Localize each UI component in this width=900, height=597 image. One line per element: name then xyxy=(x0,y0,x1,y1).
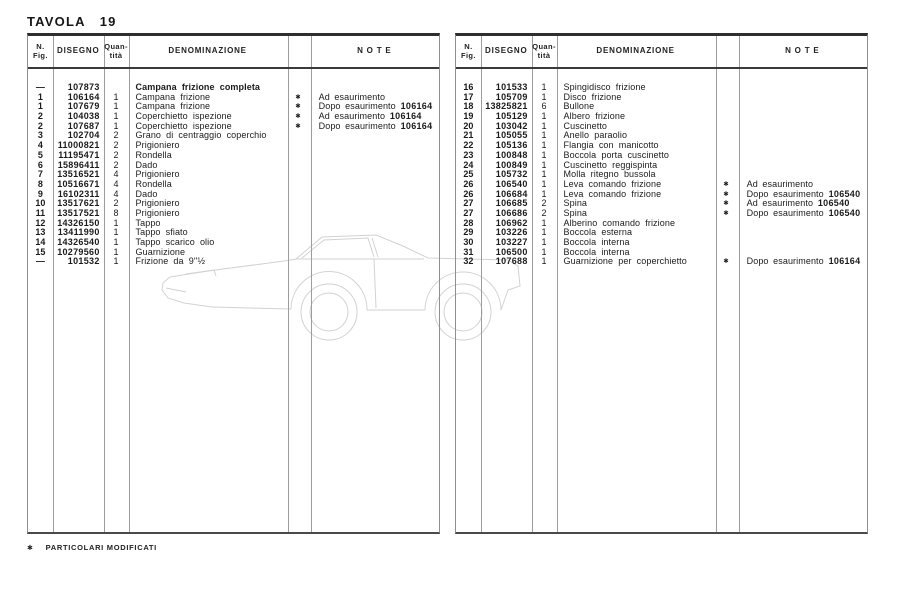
modified-star-cell xyxy=(287,141,310,151)
note-cell: Ad esaurimento 106164 xyxy=(318,112,422,122)
quantity-cell: 4 xyxy=(113,169,119,180)
fig-number-cell: 31 xyxy=(463,246,474,257)
modified-star-cell: ✱ xyxy=(723,190,729,198)
denomination-cell: Campana frizione xyxy=(135,92,211,102)
part-number-cell: 106540 xyxy=(495,178,528,189)
column-header-note: N O T E xyxy=(357,46,392,56)
part-number-cell: 100849 xyxy=(495,159,528,170)
part-number-cell: 103042 xyxy=(495,120,528,131)
fig-number-cell: 18 xyxy=(463,101,474,112)
quantity-cell: 8 xyxy=(113,207,119,218)
note-cell xyxy=(310,257,439,267)
column-header-disegno: DISEGNO xyxy=(57,46,100,56)
quantity-cell: 1 xyxy=(541,188,547,199)
modified-star-cell xyxy=(287,170,310,180)
part-number-cell: 107873 xyxy=(67,82,100,92)
fig-number-cell: 6 xyxy=(37,159,43,170)
fig-number-cell: 32 xyxy=(463,256,474,267)
quantity-cell: 1 xyxy=(541,130,547,141)
part-number-cell: 106962 xyxy=(495,217,528,228)
part-number-cell: 103226 xyxy=(495,227,528,238)
note-cell: Ad esaurimento xyxy=(318,92,386,102)
quantity-cell: 1 xyxy=(541,120,547,131)
quantity-cell: 1 xyxy=(113,111,119,122)
fig-number-cell: 23 xyxy=(463,149,474,160)
denomination-cell: Tappo sfiato xyxy=(135,228,188,238)
quantity-cell: 1 xyxy=(541,169,547,180)
note-cell xyxy=(738,122,867,132)
note-cell: Dopo esaurimento 106164 xyxy=(318,121,433,131)
quantity-cell: 2 xyxy=(113,198,119,209)
fig-number-cell: 19 xyxy=(463,111,474,122)
table-header-row xyxy=(28,36,439,69)
quantity-cell: 1 xyxy=(113,120,119,131)
quantity-cell: 4 xyxy=(113,178,119,189)
note-cell xyxy=(738,93,867,103)
quantity-cell: 6 xyxy=(541,101,547,112)
quantity-cell: 1 xyxy=(541,217,547,228)
modified-star-cell xyxy=(287,248,310,258)
quantity-cell: 2 xyxy=(113,130,119,141)
note-cell: Dopo esaurimento 106164 xyxy=(318,102,433,112)
column-header-disegno: DISEGNO xyxy=(485,46,528,56)
modified-star-cell: ✱ xyxy=(295,103,301,111)
fig-number-cell: 11 xyxy=(35,207,46,218)
part-number-cell: 105055 xyxy=(495,130,528,141)
parts-table-right xyxy=(455,33,868,534)
page-title xyxy=(27,14,117,29)
denomination-cell: Campana frizione xyxy=(135,102,211,112)
denomination-cell: Grano di centraggio coperchio xyxy=(135,131,267,141)
quantity-cell: 1 xyxy=(113,217,119,228)
part-number-cell: 106686 xyxy=(495,207,528,218)
fig-number-cell: 1 xyxy=(37,101,43,112)
denomination-cell: Coperchietto ispezione xyxy=(135,121,232,131)
modified-star-cell: ✱ xyxy=(723,180,729,188)
quantity-cell: 1 xyxy=(113,246,119,257)
column-header-note: N O T E xyxy=(785,46,820,56)
part-number-cell: 107687 xyxy=(67,120,100,131)
denomination-cell: Prigioniero xyxy=(135,199,180,209)
note-cell xyxy=(738,238,867,248)
note-cell xyxy=(738,161,867,171)
denomination-cell: Tappo xyxy=(135,218,161,228)
part-number-cell: 106685 xyxy=(495,198,528,209)
quantity-cell: 1 xyxy=(541,246,547,257)
fig-number-cell: 14 xyxy=(35,237,46,247)
fig-number-cell: 25 xyxy=(463,169,474,180)
part-number-cell: 10279560 xyxy=(57,246,100,257)
column-header-denominazione: DENOMINAZIONE xyxy=(168,46,247,56)
modified-star-cell: ✱ xyxy=(723,200,729,208)
quantity-cell: 1 xyxy=(541,159,547,170)
quantity-cell: 1 xyxy=(541,91,547,102)
note-cell: Ad esaurimento 106540 xyxy=(746,199,850,209)
modified-star-cell xyxy=(715,248,738,258)
note-cell xyxy=(738,112,867,122)
fig-number-cell: 17 xyxy=(463,91,474,102)
denomination-cell: Guarnizione per coperchietto xyxy=(563,257,687,267)
modified-star-cell xyxy=(715,228,738,238)
modified-star-cell: ✱ xyxy=(295,93,301,101)
table-row xyxy=(456,257,867,267)
fig-number-cell: 3 xyxy=(37,130,43,141)
note-cell: Dopo esaurimento 106540 xyxy=(746,189,861,199)
table-body-right xyxy=(456,83,867,267)
denomination-cell: Prigioniero xyxy=(135,141,180,151)
denomination-cell: Anello paraolio xyxy=(563,131,628,141)
modified-star-cell xyxy=(715,161,738,171)
denomination-cell: Alberino comando frizione xyxy=(563,218,676,228)
denomination-cell: Prigioniero xyxy=(135,208,180,218)
denomination-cell: Bullone xyxy=(563,102,595,112)
fig-number-cell: 1 xyxy=(37,91,43,102)
modified-star-cell: ✱ xyxy=(723,209,729,217)
note-cell xyxy=(310,131,439,141)
fig-number-cell: 24 xyxy=(463,159,474,170)
modified-star-cell xyxy=(715,122,738,132)
fig-number-cell: 22 xyxy=(463,140,474,151)
modified-star-cell xyxy=(715,219,738,229)
asterisk-icon: ✱ xyxy=(27,544,34,552)
quantity-cell: 1 xyxy=(541,237,547,247)
note-cell xyxy=(310,209,439,219)
modified-star-cell xyxy=(715,170,738,180)
quantity-cell: 1 xyxy=(541,140,547,151)
note-cell xyxy=(310,141,439,151)
note-cell xyxy=(738,151,867,161)
modified-star-cell xyxy=(287,190,310,200)
quantity-cell: 1 xyxy=(113,91,119,102)
note-cell xyxy=(738,228,867,238)
denomination-cell: Campana frizione completa xyxy=(135,83,261,92)
note-cell: Dopo esaurimento 106540 xyxy=(746,208,861,218)
modified-star-cell xyxy=(715,131,738,141)
quantity-cell: 1 xyxy=(541,178,547,189)
quantity-cell: 1 xyxy=(113,256,119,267)
quantity-cell: 2 xyxy=(113,149,119,160)
fig-number-cell: 27 xyxy=(463,198,474,209)
fig-number-cell: 16 xyxy=(463,82,474,92)
modified-star-cell xyxy=(287,83,310,93)
note-cell xyxy=(738,131,867,141)
note-cell: Ad esaurimento xyxy=(746,179,814,189)
denomination-cell: Spina xyxy=(563,208,588,218)
denomination-cell: Spingidisco frizione xyxy=(563,83,646,92)
denomination-cell: Coperchietto ispezione xyxy=(135,112,232,122)
modified-star-cell: ✱ xyxy=(723,258,729,266)
note-cell xyxy=(310,151,439,161)
parts-table-left xyxy=(27,33,440,534)
modified-star-cell xyxy=(287,219,310,229)
quantity-cell: 1 xyxy=(541,82,547,92)
note-cell xyxy=(310,180,439,190)
modified-parts-legend xyxy=(27,543,157,552)
page-title-number: 19 xyxy=(99,14,117,29)
modified-star-cell xyxy=(287,151,310,161)
fig-number-cell: 2 xyxy=(37,120,43,131)
note-cell xyxy=(310,161,439,171)
modified-star-cell: ✱ xyxy=(295,122,301,130)
quantity-cell: 1 xyxy=(113,101,119,112)
modified-star-cell xyxy=(715,83,738,93)
note-cell xyxy=(310,199,439,209)
quantity-cell: 2 xyxy=(541,207,547,218)
note-cell xyxy=(738,170,867,180)
fig-number-cell: 20 xyxy=(463,120,474,131)
part-number-cell: 11195471 xyxy=(58,149,100,160)
part-number-cell: 104038 xyxy=(67,111,100,122)
fig-number-cell: 8 xyxy=(37,178,43,189)
denomination-cell: Cuscinetto reggispinta xyxy=(563,160,658,170)
modified-star-cell xyxy=(287,238,310,248)
denomination-cell: Boccola porta cuscinetto xyxy=(563,150,669,160)
modified-star-cell xyxy=(287,161,310,171)
quantity-cell: 2 xyxy=(541,198,547,209)
denomination-cell: Dado xyxy=(135,189,158,199)
part-number-cell: 13825821 xyxy=(485,101,528,112)
modified-star-cell xyxy=(287,257,310,267)
modified-star-cell xyxy=(287,180,310,190)
modified-star-cell: ✱ xyxy=(295,113,301,121)
part-number-cell: 106164 xyxy=(67,91,100,102)
fig-number-cell: 10 xyxy=(35,198,46,209)
part-number-cell: 10516671 xyxy=(57,178,100,189)
fig-number-cell: 26 xyxy=(463,188,474,199)
part-number-cell: 100848 xyxy=(495,149,528,160)
fig-number-cell: 13 xyxy=(35,227,46,238)
modified-star-cell xyxy=(715,93,738,103)
column-header-fig: N. Fig. xyxy=(460,42,476,60)
fig-number-cell: — xyxy=(35,82,45,92)
quantity-cell: 4 xyxy=(113,188,119,199)
part-number-cell: 105129 xyxy=(495,111,528,122)
note-cell xyxy=(310,219,439,229)
fig-number-cell: — xyxy=(35,256,45,267)
modified-star-cell xyxy=(715,112,738,122)
part-number-cell: 105709 xyxy=(495,91,528,102)
part-number-cell: 13411990 xyxy=(57,227,100,238)
note-cell xyxy=(310,228,439,238)
column-header-qty: Quan- tità xyxy=(532,42,556,60)
quantity-cell: 2 xyxy=(113,159,119,170)
modified-star-cell xyxy=(287,209,310,219)
fig-number-cell: 9 xyxy=(37,188,43,199)
part-number-cell: 103227 xyxy=(495,237,528,247)
table-body-left xyxy=(28,83,439,267)
modified-star-cell xyxy=(287,199,310,209)
page-title-label: TAVOLA xyxy=(27,14,86,29)
denomination-cell: Frizione da 9''½ xyxy=(135,257,206,267)
note-cell xyxy=(738,219,867,229)
modified-star-cell xyxy=(287,228,310,238)
fig-number-cell: 28 xyxy=(463,217,474,228)
denomination-cell: Molla ritegno bussola xyxy=(563,170,656,180)
part-number-cell: 105136 xyxy=(495,140,528,151)
note-cell xyxy=(310,238,439,248)
modified-star-cell xyxy=(715,141,738,151)
part-number-cell: 16102311 xyxy=(57,188,100,199)
fig-number-cell: 21 xyxy=(463,130,474,141)
note-cell xyxy=(310,248,439,258)
part-number-cell: 101533 xyxy=(495,82,528,92)
denomination-cell: Leva comando frizione xyxy=(563,179,662,189)
quantity-cell: 2 xyxy=(113,140,119,151)
column-header-denominazione: DENOMINAZIONE xyxy=(596,46,675,56)
part-number-cell: 107688 xyxy=(495,256,528,267)
note-cell xyxy=(738,141,867,151)
note-cell xyxy=(738,83,867,93)
denomination-cell: Tappo scarico olio xyxy=(135,238,215,247)
fig-number-cell: 15 xyxy=(35,246,46,257)
denomination-cell: Guarnizione xyxy=(135,247,186,257)
legend-text: PARTICOLARI MODIFICATI xyxy=(45,543,157,552)
part-number-cell: 102704 xyxy=(67,130,100,141)
fig-number-cell: 7 xyxy=(37,169,43,180)
denomination-cell: Rondella xyxy=(135,150,172,160)
part-number-cell: 15896411 xyxy=(57,159,100,170)
quantity-cell: 1 xyxy=(541,111,547,122)
denomination-cell: Leva comando frizione xyxy=(563,189,662,199)
quantity-cell: 1 xyxy=(541,227,547,238)
fig-number-cell: 26 xyxy=(463,178,474,189)
quantity-cell: 1 xyxy=(113,227,119,238)
modified-star-cell xyxy=(715,238,738,248)
fig-number-cell: 5 xyxy=(37,149,43,160)
fig-number-cell: 2 xyxy=(37,111,43,122)
denomination-cell: Cuscinetto xyxy=(563,121,608,131)
denomination-cell: Disco frizione xyxy=(563,92,622,102)
note-cell: Dopo esaurimento 106164 xyxy=(746,257,861,267)
fig-number-cell: 4 xyxy=(37,140,43,151)
part-number-cell: 107679 xyxy=(67,101,100,112)
note-cell xyxy=(738,248,867,258)
part-number-cell: 105732 xyxy=(495,169,528,180)
part-number-cell: 106500 xyxy=(495,246,528,257)
quantity-cell: 1 xyxy=(541,256,547,267)
column-header-fig: N. Fig. xyxy=(32,42,48,60)
part-number-cell: 13517621 xyxy=(57,198,100,209)
fig-number-cell: 12 xyxy=(35,217,46,228)
fig-number-cell: 30 xyxy=(463,237,474,247)
table-header-row xyxy=(456,36,867,69)
denomination-cell: Spina xyxy=(563,199,588,209)
part-number-cell: 13516521 xyxy=(57,169,100,180)
modified-star-cell xyxy=(287,131,310,141)
note-cell xyxy=(310,190,439,200)
part-number-cell: 11000821 xyxy=(57,140,100,151)
denomination-cell: Rondella xyxy=(135,179,172,189)
part-number-cell: 14326540 xyxy=(57,237,100,247)
denomination-cell: Boccola interna xyxy=(563,247,630,257)
column-header-qty: Quan- tità xyxy=(104,42,128,60)
table-row xyxy=(28,257,439,267)
quantity-cell: 1 xyxy=(113,237,119,247)
part-number-cell: 101532 xyxy=(67,256,100,267)
denomination-cell: Prigioniero xyxy=(135,170,180,180)
fig-number-cell: 27 xyxy=(463,207,474,218)
part-number-cell: 13517521 xyxy=(57,207,100,218)
fig-number-cell: 29 xyxy=(463,227,474,238)
modified-star-cell xyxy=(715,151,738,161)
denomination-cell: Dado xyxy=(135,160,158,170)
modified-star-cell xyxy=(715,102,738,112)
denomination-cell: Flangia con manicotto xyxy=(563,141,659,151)
note-cell xyxy=(310,83,439,93)
note-cell xyxy=(738,102,867,112)
note-cell xyxy=(310,170,439,180)
part-number-cell: 14326150 xyxy=(57,217,100,228)
quantity-cell: 1 xyxy=(541,149,547,160)
denomination-cell: Boccola esterna xyxy=(563,228,633,238)
denomination-cell: Albero frizione xyxy=(563,112,626,122)
part-number-cell: 106684 xyxy=(495,188,528,199)
denomination-cell: Boccola interna xyxy=(563,238,630,247)
